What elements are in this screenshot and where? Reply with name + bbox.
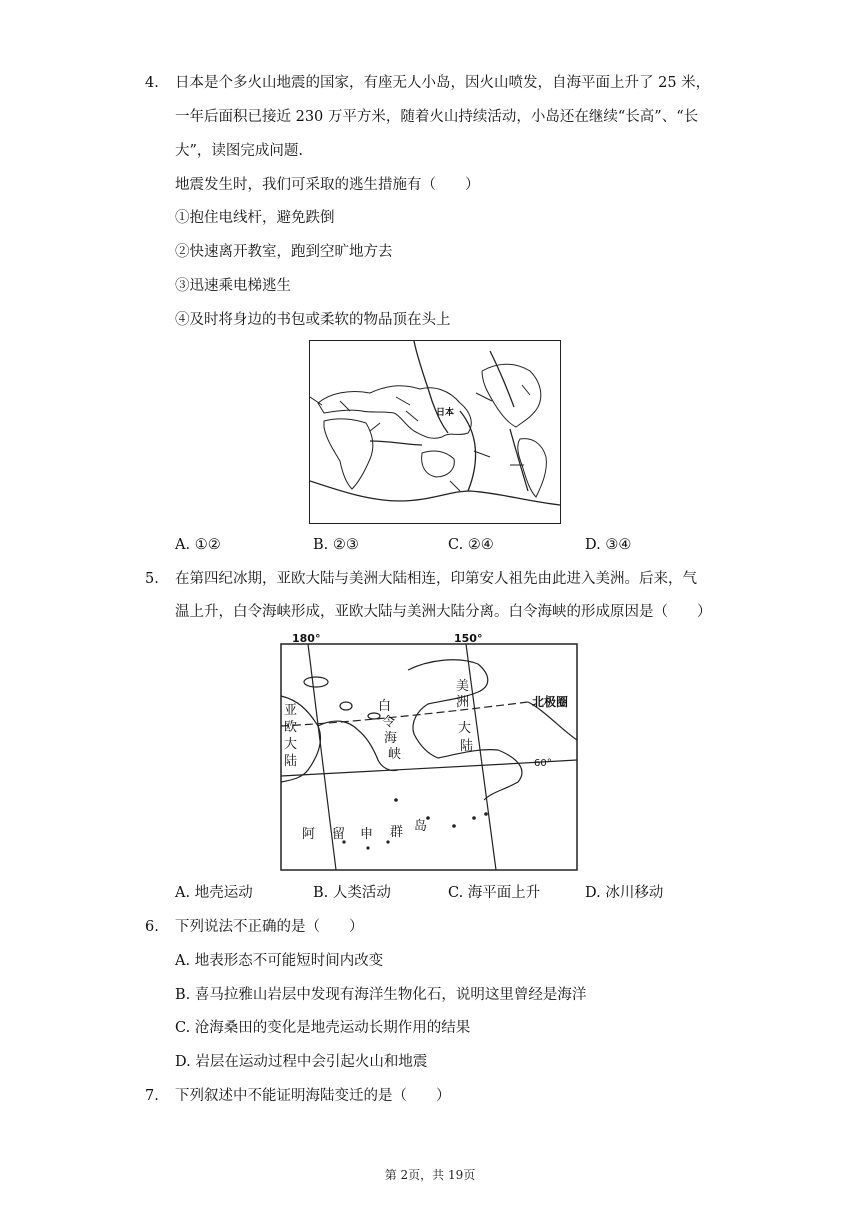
plate-motion-arrow [396,397,410,405]
island [304,677,328,687]
plate-motion-arrow [450,481,460,491]
q6-option-c[interactable]: C. 沧海桑田的变化是地壳运动长期作用的结果 [175,1020,471,1036]
plate-boundary-map [309,340,561,524]
plate-motion-arrow [340,401,350,411]
label-aleutian-2: 留 [332,827,346,842]
q5-option-c[interactable]: C. 海平面上升 [448,885,541,901]
q6-number: 6. [145,919,159,935]
q7-number: 7. [145,1088,159,1104]
q6-option-a[interactable]: A. 地表形态不可能短时间内改变 [175,953,384,969]
label-america-4: 陆 [460,739,474,754]
label-america-1: 美 [456,679,470,694]
plate-boundary [370,441,422,445]
q4-item-2: ②快速离开教室，跑到空旷地方去 [175,244,393,260]
q4-item-1: ①抱住电线杆，避免跌倒 [175,210,335,226]
plate-map-svg [310,341,560,523]
plate-motion-arrow [522,385,530,395]
landmass-north-america [482,364,541,427]
map-label-japan: 日本 [436,408,455,418]
label-aleutian-1: 阿 [302,827,316,842]
q7-stem: 下列叙述中不能证明海陆变迁的是（ ） [175,1088,451,1104]
meridian-150 [466,644,496,870]
map-frame [281,644,577,870]
plate-motion-arrow [370,423,380,431]
q4-number: 4. [145,75,159,91]
q5-option-d[interactable]: D. 冰川移动 [585,885,664,901]
q6-option-d[interactable]: D. 岩层在运动过程中会引起火山和地震 [175,1054,428,1070]
q5-text-line-1: 在第四纪冰期，亚欧大陆与美洲大陆相连，印第安人祖先由此进入美洲。后来，气 [175,571,697,587]
label-eurasia-1: 亚 [284,703,298,718]
landmass-australia [422,451,455,477]
q4-option-b[interactable]: B. ②③ [313,537,359,553]
q4-stem: 地震发生时，我们可采取的逃生措施有（ ） [175,177,480,193]
plate-motion-arrow [476,393,492,401]
q5-number: 5. [145,571,159,587]
label-bering-4: 峡 [388,747,402,762]
q4-option-a[interactable]: A. ①② [175,537,221,553]
label-aleutian-5: 岛 [414,819,428,834]
island [340,702,352,710]
page-footer: 第 2页，共 19页 [384,1168,476,1182]
label-aleutian-3: 申 [360,827,374,842]
label-bering-2: 令 [382,715,396,730]
label-eurasia-4: 陆 [284,754,298,769]
q5-option-a[interactable]: A. 地壳运动 [175,885,253,901]
plate-motion-arrow [406,411,418,421]
label-eurasia-2: 欧 [284,720,298,735]
label-lon-150: 150° [454,632,483,645]
q4-text-line-2: 一年后面积已接近 230 万平方米，随着火山持续活动，小岛还在继续“长高”、“长 [175,109,699,125]
label-lon-180: 180° [292,632,321,645]
label-arctic-circle: 北极圈 [532,695,569,709]
label-america-3: 大 [458,721,472,736]
landmass-africa [324,419,373,489]
coast-america [438,750,522,800]
q6-stem: 下列说法不正确的是（ ） [175,919,364,935]
plate-boundary [414,341,448,433]
q4-option-d[interactable]: D. ③④ [585,537,632,553]
parallel-60 [281,760,577,776]
q4-item-3: ③迅速乘电梯逃生 [175,278,291,294]
q4-text-line-1: 日本是个多火山地震的国家，有座无人小岛，因火山喷发，自海平面上升了 25 米， [175,75,711,91]
plate-boundary [460,411,476,491]
bering-map-svg [278,630,582,874]
bering-strait-figure [278,630,582,874]
q4-item-4: ④及时将身边的书包或柔软的物品顶在头上 [175,312,451,328]
label-bering-1: 白 [378,699,392,714]
plate-boundary [490,351,514,407]
plate-boundary [310,481,560,505]
label-eurasia-3: 大 [284,737,298,752]
label-bering-3: 海 [384,731,398,746]
label-aleutian-4: 群 [390,825,404,840]
label-lat-60: 60° [534,758,552,769]
q6-option-b[interactable]: B. 喜马拉雅山岩层中发现有海洋生物化石，说明这里曾经是海洋 [175,987,587,1003]
label-america-2: 洲 [456,695,470,710]
landmass-south-america [518,439,547,497]
q5-text-line-2: 温上升，白令海峡形成，亚欧大陆与美洲大陆分离。白令海峡的形成原因是（ ） [175,604,712,620]
q4-option-c[interactable]: C. ②④ [448,537,494,553]
q5-option-b[interactable]: B. 人类活动 [313,885,391,901]
q4-text-line-3: 大”，读图完成问题. [175,143,304,159]
